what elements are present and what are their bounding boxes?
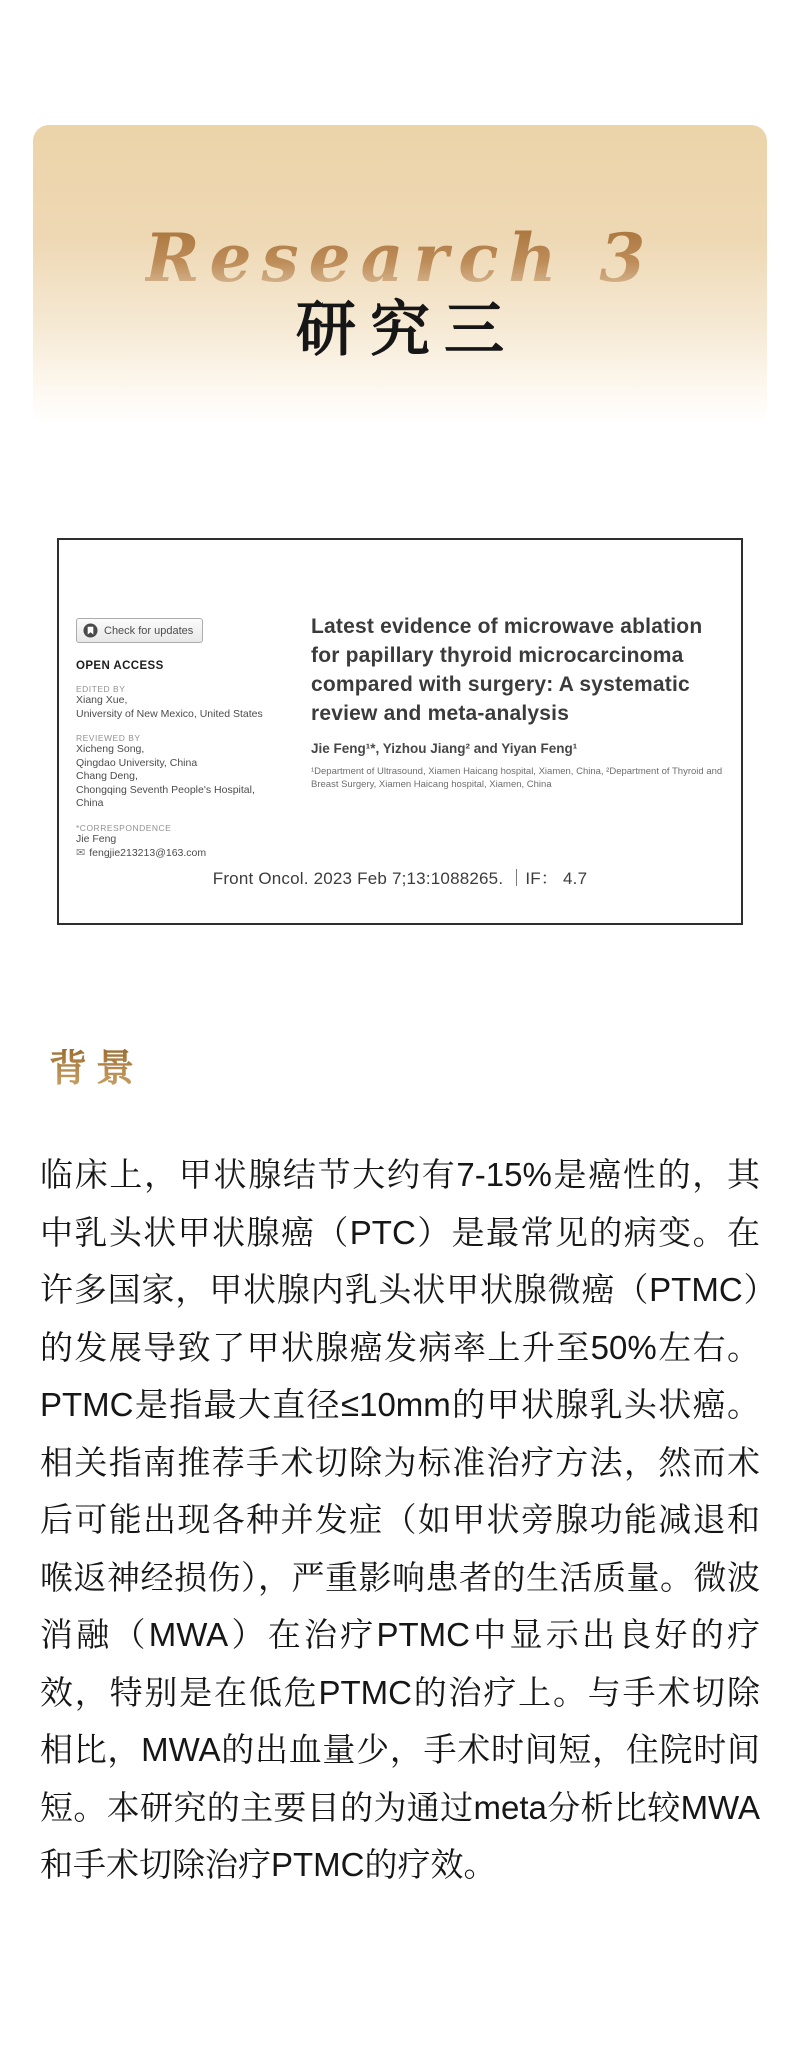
edited-by-label: EDITED BY	[76, 684, 126, 694]
editor-affiliation: University of New Mexico, United States	[76, 707, 263, 720]
paper-affiliations: ¹Department of Ultrasound, Xiamen Haicang hospital, Xiamen, China, ²Department of Thyroid and Breast Surgery, Xiamen Haicang hospital, Xiamen, China	[311, 766, 723, 790]
paper-title-column	[311, 612, 725, 791]
editor-name: Xiang Xue,	[76, 694, 128, 706]
paper-card	[57, 538, 743, 925]
check-for-updates-label: Check for updates	[104, 624, 194, 637]
correspondent-name: Jie Feng	[76, 832, 117, 845]
background-paragraph: 临床上，甲状腺结节大约有7-15%是癌性的，其中乳头状甲状腺癌（PTC）是最常见的病变。在许多国家，甲状腺内乳头状甲状腺微癌（PTMC）的发展导致了甲状腺癌发病率上升至50%左右。PTMC是指最大直径≤10mm的甲状腺乳头状癌。相关指南推荐手术切除为标准治疗方法，然而术后可能出现各种并发症（如甲状旁腺功能减退和喉返神经损伤），严重影响患者的生活质量。微波消融（MWA）在治疗PTMC中显示出良好的疗效，特别是在低危PTMC的治疗上。与手术切除相比，MWA的出血量少，手术时间短，住院时间短。本研究的主要目的为通过meta分析比较MWA和手术切除治疗PTMC的疗效。	[40, 1156, 760, 1883]
check-for-updates-button[interactable]	[76, 618, 203, 643]
section-title-background: 背景	[49, 1048, 144, 1090]
reviewer-line: China	[76, 797, 104, 809]
correspondence-email-link[interactable]: fengjie213213@163.com	[89, 847, 207, 859]
correspondence-label: *CORRESPONDENCE	[76, 822, 172, 833]
envelope-icon: ✉	[76, 847, 86, 859]
reviewed-by-label: REVIEWED BY	[76, 733, 141, 743]
open-access-label: OPEN ACCESS	[76, 660, 164, 672]
reviewer-line: Qingdao University, China	[76, 756, 198, 769]
citation-line: Front Oncol. 2023 Feb 7;13:1088265. ｜IF： 4.7	[212, 869, 588, 888]
paper-title: Latest evidence of microwave ablation for papillary thyroid microcarcinoma compared with surgery: A systematic review and meta-analysis	[311, 615, 703, 725]
reviewer-line: Xicheng Song,	[76, 743, 145, 755]
reviewer-line: Chang Deng,	[76, 770, 138, 782]
paper-authors: Jie Feng¹*, Yizhou Jiang² and Yiyan Feng¹	[311, 741, 578, 756]
chinese-title: 研究三	[296, 297, 518, 363]
reviewer-line: Chongqing Seventh People's Hospital,	[76, 783, 255, 796]
research-script-title: Research 3	[144, 219, 656, 297]
paper-meta-column	[76, 618, 306, 860]
header-banner	[33, 125, 767, 425]
crossmark-icon	[83, 623, 98, 638]
